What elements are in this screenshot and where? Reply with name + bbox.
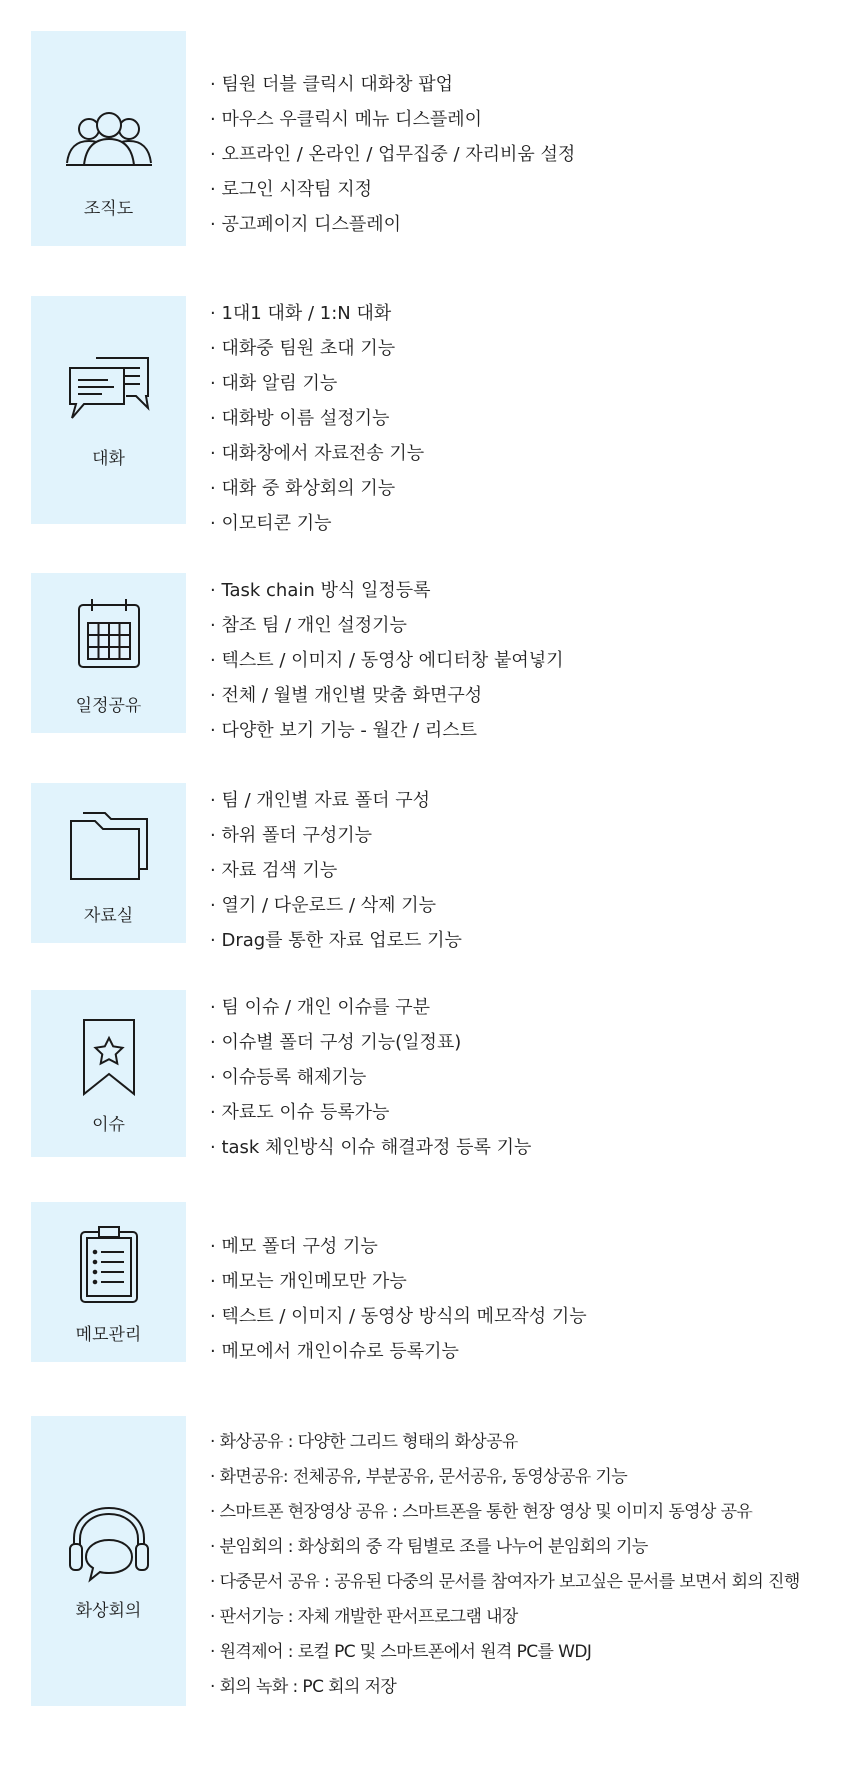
list-item: · 화상공유 : 다양한 그리드 형태의 화상공유 — [210, 1425, 800, 1460]
list-item: · 열기 / 다운로드 / 삭제 기능 — [210, 888, 462, 923]
list-item: · 참조 팀 / 개인 설정기능 — [210, 608, 564, 643]
list-item: · 스마트폰 현장영상 공유 : 스마트폰을 통한 현장 영상 및 이미지 동영상 공유 — [210, 1495, 800, 1530]
section-chat — [0, 296, 860, 534]
issue-icon-box — [31, 990, 186, 1157]
section-memo — [0, 1202, 860, 1362]
list-item: · 대화 중 화상회의 기능 — [210, 471, 424, 506]
list-item: · 로그인 시작팀 지정 — [210, 172, 575, 207]
section-files — [0, 783, 860, 951]
list-item: · Task chain 방식 일정등록 — [210, 573, 564, 608]
files-feature-list — [210, 783, 462, 958]
list-item: · 메모에서 개인이슈로 등록기능 — [210, 1334, 587, 1369]
list-item: · 대화창에서 자료전송 기능 — [210, 436, 424, 471]
list-item: · 대화중 팀원 초대 기능 — [210, 331, 424, 366]
video-label: 화상회의 — [75, 1601, 142, 1621]
headset-icon — [66, 1506, 152, 1584]
list-item: · task 체인방식 이슈 해결과정 등록 기능 — [210, 1130, 531, 1165]
memo-feature-list — [210, 1229, 587, 1369]
chat-label: 대화 — [92, 449, 125, 469]
people-group-icon — [64, 111, 154, 169]
chat-icon-box — [31, 296, 186, 524]
list-item: · 분임회의 : 화상회의 중 각 팀별로 조를 나누어 분임회의 기능 — [210, 1530, 800, 1565]
list-item: · 하위 폴더 구성기능 — [210, 818, 462, 853]
list-item: · 이슈별 폴더 구성 기능(일정표) — [210, 1025, 531, 1060]
list-item: · 텍스트 / 이미지 / 동영상 에디터창 붙여넣기 — [210, 643, 564, 678]
list-item: · 팀 이슈 / 개인 이슈를 구분 — [210, 990, 531, 1025]
clipboard-icon — [78, 1226, 140, 1304]
files-label: 자료실 — [83, 906, 134, 926]
memo-icon-box — [31, 1202, 186, 1362]
list-item: · 다중문서 공유 : 공유된 다중의 문서를 참여자가 보고싶은 문서를 보면서 회의 진행 — [210, 1565, 800, 1600]
list-item: · 전체 / 월별 개인별 맞춤 화면구성 — [210, 678, 564, 713]
list-item: · 회의 녹화 : PC 회의 저장 — [210, 1670, 800, 1705]
list-item: · 이모티콘 기능 — [210, 506, 424, 541]
issue-label: 이슈 — [92, 1115, 125, 1135]
org-label: 조직도 — [83, 199, 134, 219]
list-item: · 팀원 더블 클릭시 대화창 팝업 — [210, 67, 575, 102]
list-item: · 메모 폴더 구성 기능 — [210, 1229, 587, 1264]
list-item: · 대화방 이름 설정기능 — [210, 401, 424, 436]
list-item: · 다양한 보기 기능 - 월간 / 리스트 — [210, 713, 564, 748]
list-item: · 팀 / 개인별 자료 폴더 구성 — [210, 783, 462, 818]
list-item: · Drag를 통한 자료 업로드 기능 — [210, 923, 462, 958]
list-item: · 오프라인 / 온라인 / 업무집중 / 자리비움 설정 — [210, 137, 575, 172]
chat-bubbles-icon — [66, 356, 152, 420]
schedule-icon-box — [31, 573, 186, 733]
org-icon-box — [31, 31, 186, 246]
list-item: · 이슈등록 해제기능 — [210, 1060, 531, 1095]
schedule-label: 일정공유 — [75, 696, 142, 716]
list-item: · 공고페이지 디스플레이 — [210, 207, 575, 242]
list-item: · 판서기능 : 자체 개발한 판서프로그램 내장 — [210, 1600, 800, 1635]
memo-label: 메모관리 — [75, 1325, 142, 1345]
list-item: · 대화 알림 기능 — [210, 366, 424, 401]
files-icon-box — [31, 783, 186, 943]
list-item: · 화면공유: 전체공유, 부분공유, 문서공유, 동영상공유 기능 — [210, 1460, 800, 1495]
calendar-icon — [76, 597, 142, 669]
list-item: · 자료 검색 기능 — [210, 853, 462, 888]
bookmark-star-icon — [81, 1018, 137, 1096]
chat-feature-list — [210, 296, 424, 541]
list-item: · 메모는 개인메모만 가능 — [210, 1264, 587, 1299]
list-item: · 텍스트 / 이미지 / 동영상 방식의 메모작성 기능 — [210, 1299, 587, 1334]
schedule-feature-list — [210, 573, 564, 748]
section-issue — [0, 990, 860, 1157]
list-item: · 1대1 대화 / 1:N 대화 — [210, 296, 424, 331]
org-feature-list — [210, 67, 575, 242]
section-video — [0, 1416, 860, 1706]
list-item: · 자료도 이슈 등록가능 — [210, 1095, 531, 1130]
video-icon-box — [31, 1416, 186, 1706]
issue-feature-list — [210, 990, 531, 1165]
video-feature-list — [210, 1425, 800, 1705]
section-org — [0, 31, 860, 246]
folder-icon — [67, 811, 151, 881]
list-item: · 마우스 우클릭시 메뉴 디스플레이 — [210, 102, 575, 137]
list-item: · 원격제어 : 로컬 PC 및 스마트폰에서 원격 PC를 WDJ — [210, 1635, 800, 1670]
section-schedule — [0, 573, 860, 741]
